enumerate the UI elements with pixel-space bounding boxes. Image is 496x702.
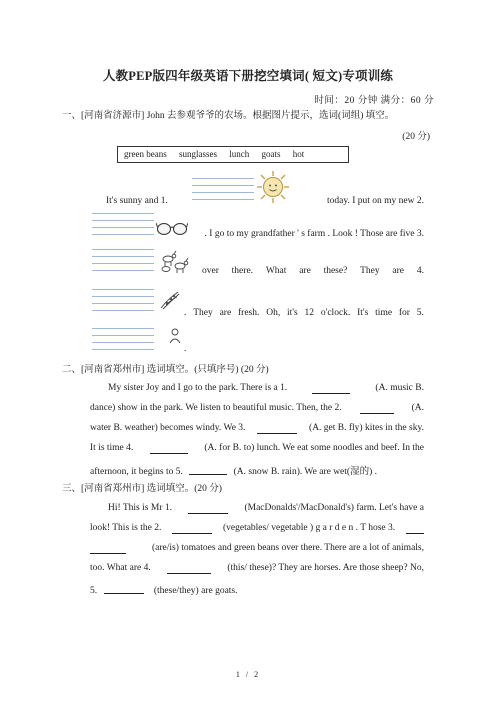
section2-heading: 二、[河南省郑州市] 选词填空。(只填序号) (20 分) <box>62 365 269 375</box>
s2-line <box>108 383 424 399</box>
lunch-icon <box>168 328 182 344</box>
s1-line4-word: 5. <box>416 308 424 318</box>
s3-text: (MacDonalds'/MacDonald's) farm. Let's have a <box>244 503 424 513</box>
s2-text: dance) show in the park. We listen to beautiful music. Then, the 2. <box>90 403 342 413</box>
sun-icon <box>256 170 290 204</box>
s3-blank-2[interactable] <box>172 523 212 534</box>
s1-line3-word: are <box>392 266 405 276</box>
s2-blank-2[interactable] <box>360 403 394 414</box>
green-beans-icon <box>158 289 182 311</box>
s1-line3-word: What <box>265 266 287 276</box>
section1-score: (20 分) <box>402 132 430 142</box>
s3-text: Hi! This is Mr 1. <box>108 503 172 513</box>
s1-line1-b: today. I put on my new 2. <box>326 196 424 206</box>
s2-text: My sister Joy and I go to the park. There is a 1. <box>108 383 288 393</box>
answer-lines-1[interactable] <box>192 172 254 200</box>
word-option: goats <box>261 149 281 159</box>
s2-blank-3[interactable] <box>257 423 297 434</box>
s1-line4-word: fresh. <box>238 308 260 318</box>
s2-line <box>90 443 424 459</box>
s3-line <box>108 503 424 519</box>
s1-line4-word: for <box>398 308 410 318</box>
s1-line4-word: o'clock. <box>320 308 351 318</box>
s2-line <box>90 423 424 439</box>
s2-blank-4[interactable] <box>150 443 188 454</box>
word-option: green beans <box>124 149 167 159</box>
s2-text: (A. get B. fly) kites in the sky. <box>309 423 424 433</box>
s3-text: (this/ these)? They are horses. Are those sheep? No, <box>227 563 424 573</box>
s3-text: 5. <box>90 586 98 596</box>
s3-line <box>90 583 238 596</box>
s1-line4-word: They <box>193 308 213 318</box>
section1-heading: 一、[河南省济源市] John 去参观爷爷的农场。根据图片提示，选词(词组) 填空。 <box>62 111 395 121</box>
s1-line3 <box>202 266 424 276</box>
s3-text: (these/they) are goats. <box>153 586 238 596</box>
s3-line <box>90 523 424 539</box>
s3-text: too. What are 4. <box>90 563 151 573</box>
s1-line4-word: are <box>219 308 232 318</box>
s1-line4-word: it's <box>287 308 298 318</box>
s3-line <box>90 563 424 579</box>
s3-text: (vegetables/ vegetable ) g a r d e n . T hose 3. <box>222 523 396 533</box>
s2-blank-1[interactable] <box>312 383 350 394</box>
s1-line4-word: . <box>184 308 187 318</box>
s3-blank-3b[interactable] <box>90 543 126 554</box>
word-option: lunch <box>229 149 250 159</box>
s1-line4 <box>184 308 424 318</box>
s2-text: It is time 4. <box>90 443 134 453</box>
s2-blank-5[interactable] <box>189 464 227 475</box>
answer-lines-5[interactable] <box>92 322 154 350</box>
s2-text: afternoon, it begins to 5. <box>90 467 183 477</box>
s3-text: (are/is) tomatoes and green beans over there. There are a lot of animals, <box>151 543 424 553</box>
s1-line4-word: It's <box>357 308 369 318</box>
answer-lines-4[interactable] <box>92 283 154 311</box>
word-option: hot <box>292 149 305 159</box>
s2-text: (A. for B. to) lunch. We eat some noodles and beef. In the <box>204 443 424 453</box>
answer-lines-3[interactable] <box>92 243 154 271</box>
s1-line3-word: there. <box>231 266 254 276</box>
s3-blank-4[interactable] <box>167 563 211 574</box>
s3-line <box>90 543 424 559</box>
goats-icon <box>158 250 190 274</box>
s2-text: water B. weather) becomes windy. We 3. <box>90 423 246 433</box>
s2-text: (A. music B. <box>375 383 424 393</box>
time-info: 时间：20 分钟 满分：60 分 <box>314 96 434 106</box>
s3-blank-1[interactable] <box>188 503 228 514</box>
s1-line4-word: 12 <box>304 308 315 318</box>
s1-line3-word: They <box>360 266 380 276</box>
s3-blank-3a[interactable] <box>406 523 424 534</box>
s1-line2: . I go to my grandfather ' s farm . Look ! Those are five 3. <box>204 229 424 239</box>
s1-line3-word: are <box>299 266 311 276</box>
s2-line <box>90 403 424 419</box>
s3-blank-5[interactable] <box>104 583 144 594</box>
page-number: 1 / 2 <box>235 670 261 679</box>
s1-line4-word: Oh, <box>266 308 281 318</box>
s1-line4-word: time <box>375 308 393 318</box>
page-title: 人教PEP版四年级英语下册挖空填词( 短文)专项训练 <box>102 69 394 83</box>
word-box <box>117 146 349 163</box>
sunglasses-icon <box>156 220 188 236</box>
word-option: sunglasses <box>178 149 217 159</box>
answer-lines-2[interactable] <box>92 207 154 235</box>
s2-text: (A. <box>411 403 424 413</box>
s1-line1-a: It's sunny and 1. <box>106 196 168 206</box>
section3-heading: 三、[河南省郑州市] 选词填空。(20 分) <box>62 484 222 494</box>
s3-text: look! This is the 2. <box>90 523 162 533</box>
s1-line3-word: 4. <box>416 266 424 276</box>
s1-line3-word: these? <box>323 266 348 276</box>
s2-line <box>90 463 377 477</box>
s1-line3-word: over <box>202 266 219 276</box>
s2-text: (A. snow B. rain). We are wet(湿的) . <box>233 467 377 477</box>
s1-line5: . <box>184 344 187 354</box>
